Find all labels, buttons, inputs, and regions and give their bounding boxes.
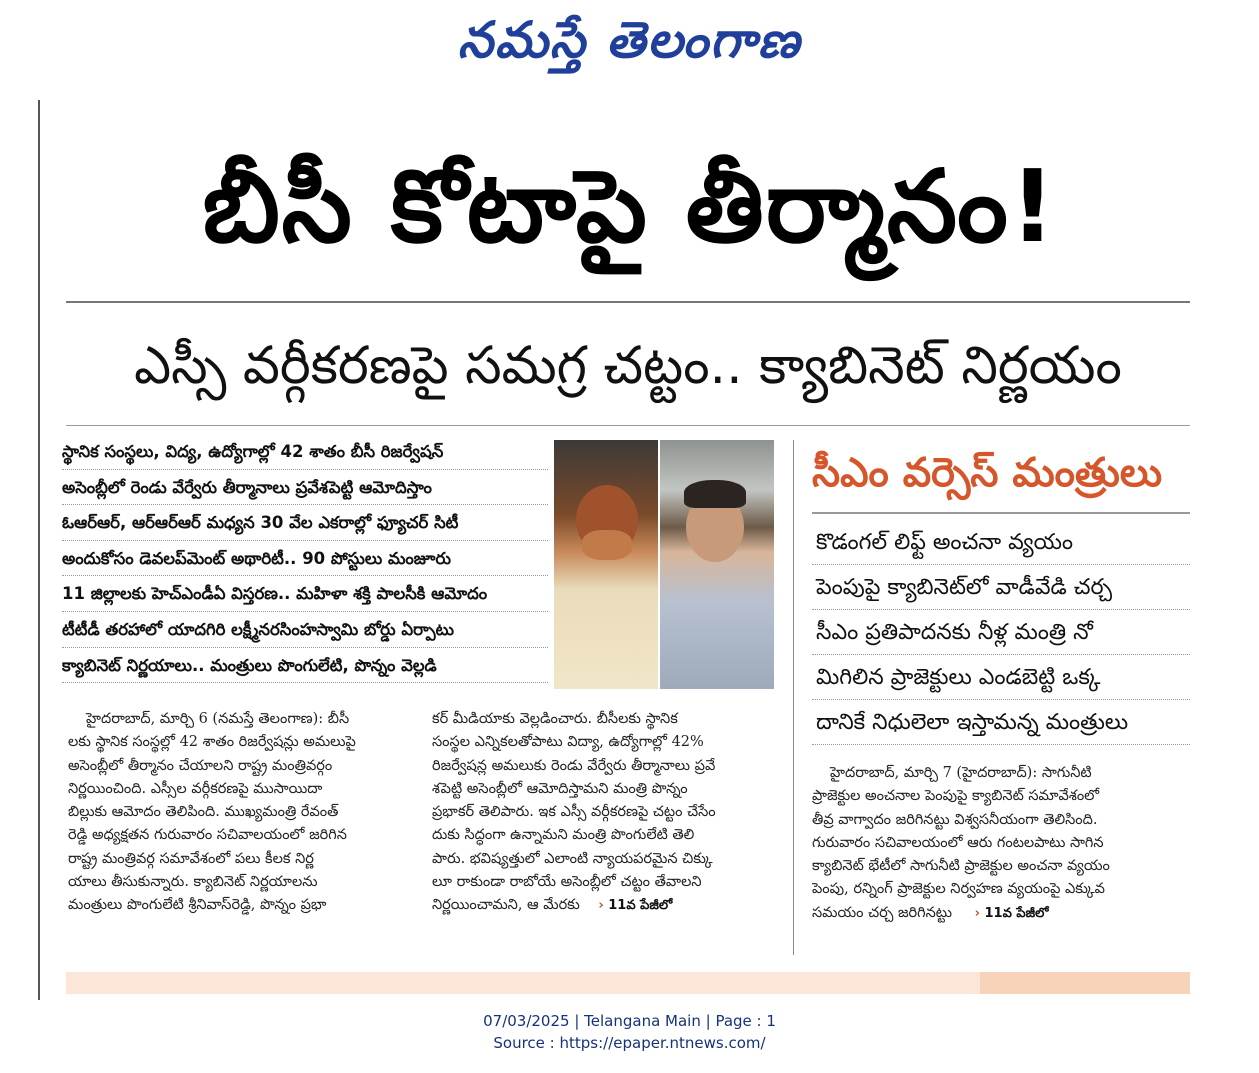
article-line: రెడ్డి అధ్యక్షతన గురువారం సచివాలయంలో జరిగిన <box>68 827 347 844</box>
article-line: హైదరాబాద్, మార్చి 7 (హైదరాబాద్): సాగునీటి <box>830 765 1092 781</box>
article-line: తీవ్ర వాగ్వాదం జరిగినట్టు విశ్వసనీయంగా తెలిసింది. <box>812 811 1098 828</box>
article-line: యాలు తీసుకున్నారు. క్యాబినెట్ నిర్ణయాలను <box>68 874 318 891</box>
article-column-2 <box>432 708 786 918</box>
arrow-icon: › <box>974 905 980 921</box>
article-line: హైదరాబాద్, మార్చి 6 (నమస్తే తెలంగాణ): బీసీ <box>86 711 350 727</box>
article-line <box>812 902 1190 925</box>
article-line: మంత్రులు పొంగులేటి శ్రీనివాస్‌రెడ్డి, పొన్నం ప్రభా <box>68 897 327 914</box>
article-line: రాష్ట్ర మంత్రివర్గ సమావేశంలో పలు కీలక నిర్ణ <box>68 850 314 867</box>
continued-link[interactable] <box>975 906 1049 921</box>
highlight-item: 11 జిల్లాలకు హెచ్ఎండీఏ విస్తరణ.. మహిళా శక్తి పాలసీకి ఆమోదం <box>62 576 548 612</box>
article-line: పెంపు, రన్నింగ్ ప్రాజెక్టుల నిర్వహణ వ్యయంపై ఎక్కువ <box>812 881 1105 898</box>
sidebar-point: పెంపుపై క్యాబినెట్‌లో వాడీవేడి చర్చ <box>812 565 1190 610</box>
sidebar-point: కొడంగల్ లిఫ్ట్ అంచనా వ్యయం <box>812 520 1190 565</box>
footer-source[interactable]: Source : https://epaper.ntnews.com/ <box>493 1034 766 1052</box>
article-line: శపెట్టి అసెంబ్లీలో ఆమోదిస్తామని మంత్రి పొన్నం <box>432 780 688 797</box>
column-divider <box>793 440 794 955</box>
article-line: దుకు సిద్ధంగా ఉన్నామని మంత్రి పొంగులేటి తెలి <box>432 827 695 844</box>
highlight-item: టీటీడీ తరహాలో యాదగిరి లక్ష్మీనరసింహస్వామి బోర్డు ఏర్పాటు <box>62 612 548 648</box>
article-line: అసెంబ్లీలో తీర్మానం చేయాలని రాష్ట్ర మంత్రివర్గం <box>68 757 333 774</box>
article-line-text: సమయం చర్చ జరిగినట్టు <box>812 904 952 921</box>
article-line: లూ రాకుండా రాబోయే అసెంబ్లీలో చట్టం తేవాలని <box>432 874 702 891</box>
page-fold-rule <box>38 100 40 1000</box>
sidebar-points <box>812 520 1190 745</box>
headline-divider <box>66 301 1190 303</box>
article-line: లకు స్థానిక సంస్థల్లో 42 శాతం రిజర్వేషన్లు అమలుపై <box>68 734 356 751</box>
article-line: నిర్ణయించింది. ఎస్సీల వర్గీకరణపై ముసాయిదా <box>68 780 323 797</box>
article-line: సంస్థల ఎన్నికలతోపాటు విద్యా, ఉద్యోగాల్లో 42% <box>432 734 704 751</box>
highlight-item: అందుకోసం డెవలప్‌మెంట్ అథారిటీ.. 90 పోస్టులు మంజూరు <box>62 541 548 577</box>
continued-link[interactable] <box>598 898 672 913</box>
article-line: ప్రాజెక్టుల అంచనాల పెంపుపై క్యాబినెట్ సమావేశంలో <box>812 788 1100 805</box>
next-article-block <box>980 972 1190 994</box>
article-line: పారు. భవిష్యత్తులో ఎలాంటి న్యాయపరమైన చిక్కు <box>432 850 713 867</box>
article-line-text: నిర్ణయించామని, ఆ మేరకు <box>432 897 580 914</box>
sidebar-point: మిగిలిన ప్రాజెక్టులు ఎండబెట్టి ఒక్క <box>812 655 1190 700</box>
sidebar-article <box>812 762 1190 925</box>
arrow-icon: › <box>598 898 604 914</box>
article-column-1 <box>68 708 424 918</box>
article-line: బిల్లుకు ఆమోదం తెలిపింది. ముఖ్యమంత్రి రేవంత్ <box>68 804 339 821</box>
highlight-item: స్థానిక సంస్థలు, విద్య, ఉద్యోగాల్లో 42 శాతం బీసీ రిజర్వేషన్ <box>62 434 548 470</box>
sidebar-title: సీఎం వర్సెస్ మంత్రులు <box>812 450 1163 496</box>
highlight-item: అసెంబ్లీలో రెండు వేర్వేరు తీర్మానాలు ప్రవేశపెట్టి ఆమోదిస్తాం <box>62 470 548 506</box>
continued-label: 11వ పేజీలో <box>984 905 1049 921</box>
article-line <box>432 894 786 917</box>
minister-photo-right <box>660 440 774 689</box>
highlight-item: ఓఆర్ఆర్, ఆర్ఆర్ఆర్ మధ్యన 30 వేల ఎకరాల్లో ఫ్యూచర్ సిటీ <box>62 505 548 541</box>
sidebar-point: దానికే నిధులెలా ఇస్తామన్న మంత్రులు <box>812 700 1190 745</box>
article-line: రిజర్వేషన్ల అమలుకు రెండు వేర్వేరు తీర్మానాలు ప్రవే <box>432 757 716 774</box>
sidebar-title-rule <box>812 512 1190 514</box>
next-article-strip <box>66 972 1190 994</box>
minister-photo-left <box>554 440 658 689</box>
main-headline: బీసీ కోటాపై తీర్మానం! <box>202 148 1058 265</box>
article-line: గురువారం సచివాలయంలో ఆరు గంటలపాటు సాగిన <box>812 834 1104 851</box>
page-footer <box>0 1010 1259 1054</box>
article-line: కర్ మీడియాకు వెల్లడించారు. బీసీలకు స్థానిక <box>432 711 678 727</box>
article-line: ప్రభాకర్ తెలిపారు. ఇక ఎస్సీ వర్గీకరణపై చట్టం చేసేం <box>432 804 716 821</box>
continued-label: 11వ పేజీలో <box>608 898 673 914</box>
footer-edition: 07/03/2025 | Telangana Main | Page : 1 <box>483 1012 776 1030</box>
sub-headline: ఎస్సీ వర్గీకరణపై సమగ్ర చట్టం.. క్యాబినెట్ నిర్ణయం <box>134 336 1122 396</box>
article-line: క్యాబినెట్ భేటీలో సాగునీటి ప్రాజెక్టుల అంచనా వ్యయం <box>812 858 1110 875</box>
highlight-item: క్యాబినెట్ నిర్ణయాలు.. మంత్రులు పొంగులేటి, పొన్నం వెల్లడి <box>62 648 548 684</box>
sidebar-point: సీఎం ప్రతిపాదనకు నీళ్ల మంత్రి నో <box>812 610 1190 655</box>
subhead-divider <box>66 425 1190 426</box>
highlights-list <box>62 434 548 683</box>
masthead-logo: నమస్తే తెలంగాణ <box>457 10 802 69</box>
